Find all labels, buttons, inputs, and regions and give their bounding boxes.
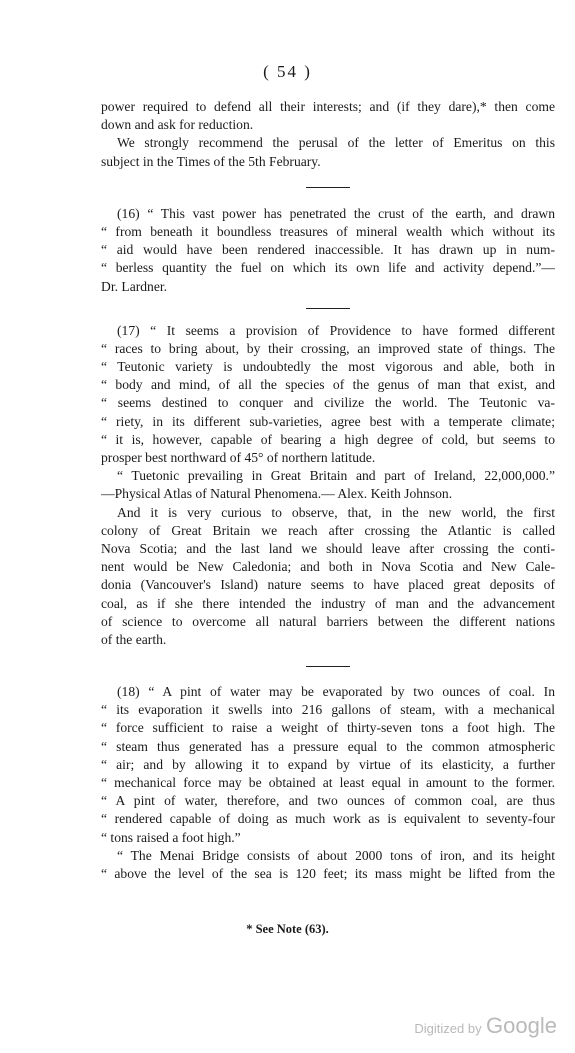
text-line: “ above the level of the sea is 120 feet; its mass might be lifted from the	[101, 865, 555, 881]
watermark-logo-text: Google	[486, 1013, 557, 1038]
text-line: “ body and mind, of all the species of the genus of man that exist, and	[101, 377, 555, 393]
text-line: nent would be New Caledonia; and both in Nova Scotia and New Cale-	[101, 559, 555, 575]
text-line: “ steam thus generated has a pressure equal to the common atmospheric	[101, 738, 555, 754]
text-line: “ force sufficient to raise a weight of thirty-seven tons a foot high. The	[101, 720, 555, 736]
text-line: “ riety, in its different sub-varieties, agree best with a temperate climate;	[101, 413, 555, 429]
text-line: down and ask for reduction.	[101, 117, 254, 133]
paragraph-block	[101, 683, 555, 883]
text-line: “ air; and by allowing it to expand by virtue of its elasticity, a further	[101, 756, 555, 772]
text-line: “ mechanical force may be obtained at least equal in amount to the former.	[101, 775, 555, 790]
text-line: “ aid would have been rendered inaccessible. It has drawn up in num-	[101, 242, 555, 258]
text-line: “ from beneath it boundless treasures of mineral wealth which without its	[101, 223, 555, 239]
text-line: “ its evaporation it swells into 216 gallons of steam, with a mechanical	[101, 702, 555, 718]
text-line: colony of Great Britain we reach after crossing the Atlantic is called	[101, 522, 555, 538]
text-line: prosper best northward of 45° of northern latitude.	[101, 450, 376, 465]
digitized-watermark	[414, 1013, 557, 1039]
text-line: “ tons raised a foot high.”	[101, 829, 241, 845]
paragraph-block	[101, 205, 555, 296]
text-line: “ The Menai Bridge consists of about 2000 tons of iron, and its height	[117, 847, 555, 863]
text-line: “ Teutonic variety is undoubtedly the most vigorous and able, both in	[101, 359, 555, 375]
section-divider	[101, 171, 555, 205]
text-line: “ Tuetonic prevailing in Great Britain and part of Ireland, 22,000,000.”	[117, 468, 555, 484]
text-line: —Physical Atlas of Natural Phenomena.— Alex. Keith Johnson.	[101, 486, 453, 502]
page-number: ( 54 )	[263, 62, 312, 81]
text-line: “ races to bring about, by their crossing, an improved state of things. The	[101, 340, 555, 356]
section-divider	[101, 649, 555, 683]
text-line: (18) “ A pint of water may be evaporated by two ounces of coal. In	[117, 684, 555, 700]
text-line: of science to overcome all natural barriers between the different nations	[101, 613, 555, 629]
text-line: Nova Scotia; and the last land we should leave after crossing the conti-	[101, 540, 555, 556]
text-line: Dr. Lardner.	[101, 278, 168, 294]
text-line: of the earth.	[101, 631, 167, 647]
text-line: coal, as if she there intended the industry of man and the advancement	[101, 595, 555, 611]
paragraph-block	[101, 98, 555, 171]
text-line: And it is very curious to observe, that, in the new world, the first	[117, 504, 555, 520]
page-body	[101, 98, 555, 883]
paragraph-block	[101, 322, 555, 649]
section-divider	[101, 296, 555, 322]
text-line: “ A pint of water, therefore, and two ounces of common coal, are thus	[101, 793, 555, 809]
text-line: donia (Vancouver's Island) nature seems to have placed great deposits of	[101, 577, 555, 593]
footnote: * See Note (63).	[246, 922, 329, 936]
watermark-prefix: Digitized by	[414, 1021, 482, 1036]
text-line: “ rendered capable of doing as much work as is equivalent to seventy-four	[101, 811, 555, 827]
text-line: (17) “ It seems a provision of Providence to have formed different	[117, 322, 555, 338]
text-line: “ seems destined to conquer and civilize the world. The Teutonic va-	[101, 395, 555, 411]
text-line: “ berless quantity the fuel on which its own life and activity depend.”—	[101, 260, 555, 276]
text-line: “ it is, however, capable of bearing a high degree of cold, but seems to	[101, 431, 555, 447]
text-line: subject in the Times of the 5th February.	[101, 153, 321, 169]
text-line: We strongly recommend the perusal of the letter of Emeritus on this	[117, 135, 555, 151]
text-line: power required to defend all their interests; and (if they dare),* then come	[101, 99, 555, 114]
text-line: (16) “ This vast power has penetrated the crust of the earth, and drawn	[117, 205, 555, 221]
